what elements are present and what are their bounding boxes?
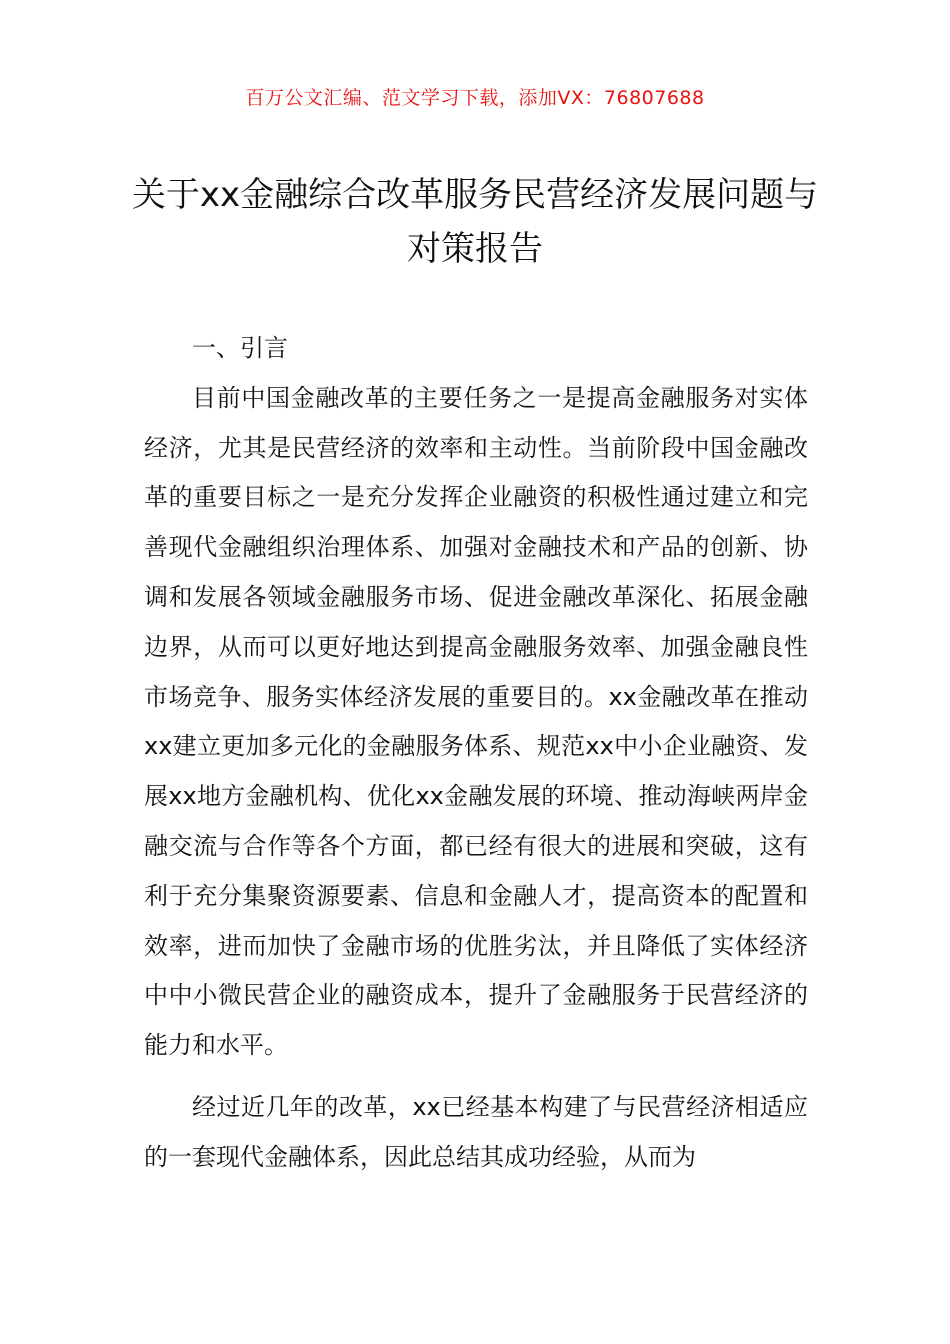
document-body xyxy=(144,324,808,1183)
body-paragraph: 目前中国金融改革的主要任务之一是提高金融服务对实体经济，尤其是民营经济的效率和主动性。当前阶段中国金融改革的重要目标之一是充分发挥企业融资的积极性通过建立和完善现代金融组织治理体系、加强对金融技术和产品的创新、协调和发展各领域金融服务市场、促进金融改革深化、拓展金融边界，从而可以更好地达到提高金融服务效率、加强金融良性市场竞争、服务实体经济发展的重要目的。xx金融改革在推动xx建立更加多元化的金融服务体系、规范xx中小企业融资、发展xx地方金融机构、优化xx金融发展的环境、推动海峡两岸金融交流与合作等各个方面，都已经有很大的进展和突破，这有利于充分集聚资源要素、信息和金融人才，提高资本的配置和效率，进而加快了金融市场的优胜劣汰，并且降低了实体经济中中小微民营企业的融资成本，提升了金融服务于民营经济的能力和水平。 xyxy=(144,383,808,1060)
promo-banner: 百万公文汇编、范文学习下载，添加VX：76807688 xyxy=(245,87,705,109)
section-heading: 一、引言 xyxy=(192,334,288,362)
document-title: 关于xx金融综合改革服务民营经济发展问题与对策报告 xyxy=(131,175,819,269)
body-paragraph: 经过近几年的改革，xx已经基本构建了与民营经济相适应的一套现代金融体系，因此总结其成功经验，从而为 xyxy=(144,1092,808,1171)
